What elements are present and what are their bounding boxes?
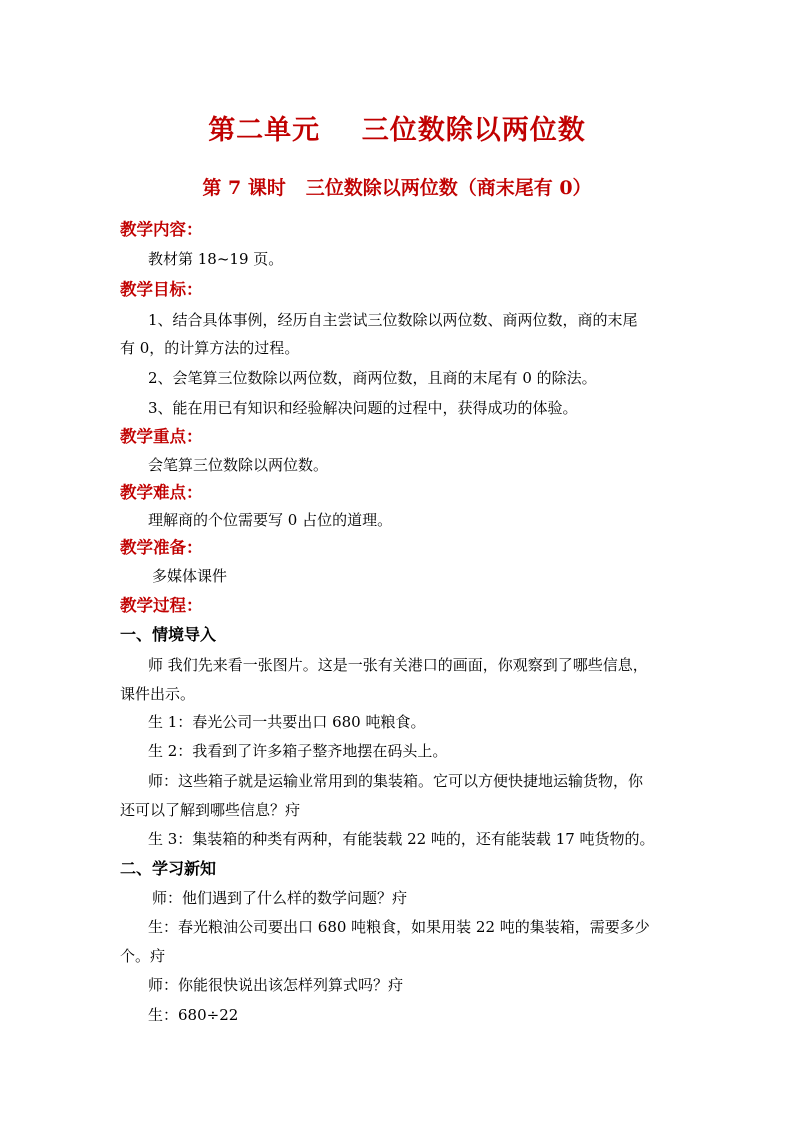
difficulty-text: 理解商的个位需要写 0 占位的道理。 [148,511,393,529]
part1-line-3: 生 2：我看到了许多箱子整齐地摆在码头上。 [148,742,448,760]
prep-heading: 教学准备： [120,538,203,557]
part1-line-1a: 师 我们先来看一张图片。这是一张有关港口的画面，你观察到了哪些信息， [148,656,648,674]
lesson-subtitle: 第 7 课时 三位数除以两位数（商末尾有 0） [202,177,592,199]
key-heading: 教学重点： [120,427,203,446]
part1-line-2: 生 1：春光公司一共要出口 680 吨粮食。 [148,713,426,731]
goals-heading: 教学目标： [120,280,203,299]
goal-3: 3、能在用已有知识和经验解决问题的过程中，获得成功的体验。 [148,399,578,417]
prep-text: 多媒体课件 [152,567,228,585]
part2-line-2b: 个。疛 [120,947,166,965]
goal-2: 2、会笔算三位数除以两位数，商两位数，且商的末尾有 0 的除法。 [148,369,597,387]
part1-line-4a: 师：这些箱子就是运输业常用到的集装箱。它可以方便快捷地运输货物，你 [148,772,644,790]
part1-line-1b: 课件出示。 [120,685,196,703]
part2-line-2a: 生：春光粮油公司要出口 680 吨粮食，如果用装 22 吨的集装箱，需要多少 [148,918,650,936]
content-heading: 教学内容： [120,220,203,239]
part1-line-4b: 还可以了解到哪些信息？疛 [120,801,301,819]
content-text: 教材第 18~19 页。 [148,250,284,268]
goal-1-line-1: 1、结合具体事例，经历自主尝试三位数除以两位数、商两位数，商的末尾 [148,311,638,329]
difficulty-heading: 教学难点： [120,483,203,502]
part2-heading: 二、学习新知 [120,859,217,878]
goal-1-line-2: 有 0，的计算方法的过程。 [120,339,300,357]
key-text: 会笔算三位数除以两位数。 [148,456,329,474]
part1-heading: 一、情境导入 [120,625,217,644]
part1-line-5: 生 3：集装箱的种类有两种，有能装载 22 吨的，还有能装载 17 吨货物的。 [148,830,655,848]
page-title: 第二单元 三位数除以两位数 [208,115,586,146]
part2-line-1: 师：他们遇到了什么样的数学问题？疛 [152,889,408,907]
process-heading: 教学过程： [120,596,203,615]
part2-line-4: 生：680÷22 [148,1006,239,1024]
part2-line-3: 师：你能很快说出该怎样列算式吗？疛 [148,976,404,994]
